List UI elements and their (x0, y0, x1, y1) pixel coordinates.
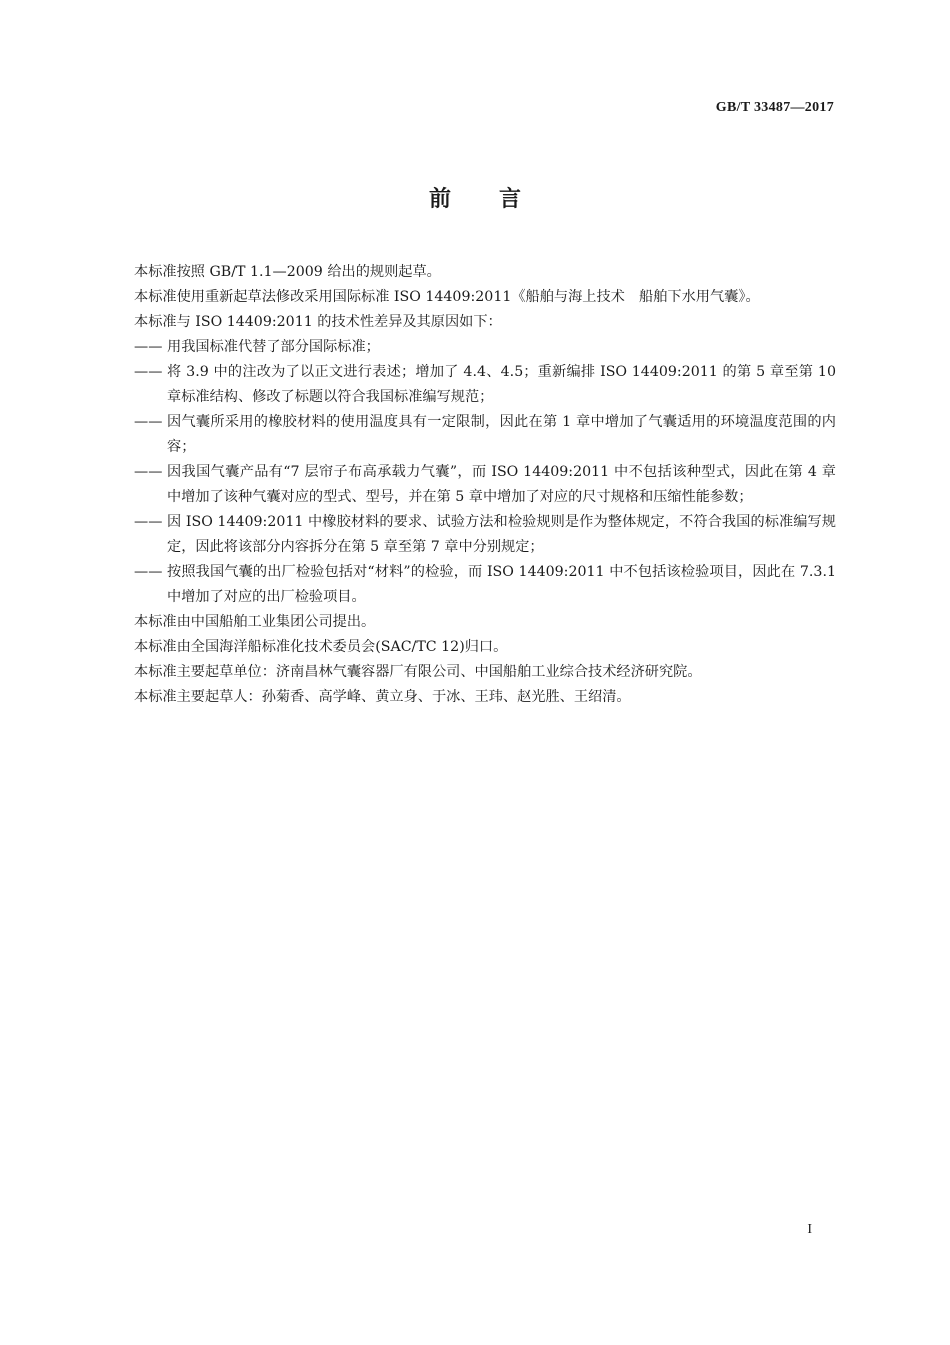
list-item (134, 360, 836, 410)
paragraph: 本标准主要起草人：孙菊香、高学峰、黄立身、于冰、王玮、赵光胜、王绍清。 (134, 689, 631, 705)
paragraph: 本标准使用重新起草法修改采用国际标准 ISO 14409:2011《船舶与海上技术 船舶下水用气囊》。 (134, 289, 760, 305)
title-char-2: 言 (499, 187, 522, 212)
list-item (134, 560, 836, 610)
paragraph: 本标准由全国海洋船标准化技术委员会(SAC/TC 12)归口。 (134, 639, 508, 655)
list-item-text: 按照我国气囊的出厂检验包括对“材料”的检验，而 ISO 14409:2011 中不包括该检验项目，因此在 7.3.1 中增加了对应的出厂检验项目。 (167, 564, 836, 605)
list-item (134, 510, 836, 560)
title-char-1: 前 (428, 187, 451, 212)
list-dash: —— (134, 564, 163, 580)
paragraph: 本标准由中国船舶工业集团公司提出。 (134, 614, 376, 630)
list-item-text: 因气囊所采用的橡胶材料的使用温度具有一定限制，因此在第 1 章中增加了气囊适用的环境温度范围的内容； (167, 414, 836, 455)
list-dash: —— (134, 414, 163, 430)
list-dash: —— (134, 339, 163, 355)
paragraph: 本标准按照 GB/T 1.1—2009 给出的规则起草。 (134, 264, 441, 280)
list-dash: —— (134, 514, 163, 530)
foreword-body (134, 260, 836, 710)
list-item (134, 335, 836, 360)
page-number: I (807, 1222, 812, 1237)
paragraph: 本标准与 ISO 14409:2011 的技术性差异及其原因如下： (134, 314, 502, 330)
list-item (134, 410, 836, 460)
standard-code: GB/T 33487—2017 (715, 100, 834, 115)
list-item-text: 因我国气囊产品有“7 层帘子布高承载力气囊”，而 ISO 14409:2011 中不包括该种型式，因此在第 4 章中增加了该种气囊对应的型式、型号，并在第 5 章中增加了对应的尺寸规格和压缩性能参数； (167, 464, 836, 505)
list-item-text: 将 3.9 中的注改为了以正文进行表述；增加了 4.4、4.5；重新编排 ISO 14409:2011 的第 5 章至第 10 章标准结构、修改了标题以符合我国标准编写规范； (167, 364, 836, 405)
list-dash: —— (134, 364, 163, 380)
list-item-text: 用我国标准代替了部分国际标准； (167, 339, 380, 355)
list-item-text: 因 ISO 14409:2011 中橡胶材料的要求、试验方法和检验规则是作为整体规定，不符合我国的标准编写规定，因此将该部分内容拆分在第 5 章至第 7 章中分别规定； (167, 514, 836, 555)
paragraph: 本标准主要起草单位：济南昌林气囊容器厂有限公司、中国船舶工业综合技术经济研究院。 (134, 664, 702, 680)
page-title (0, 182, 950, 213)
list-item (134, 460, 836, 510)
list-dash: —— (134, 464, 163, 480)
